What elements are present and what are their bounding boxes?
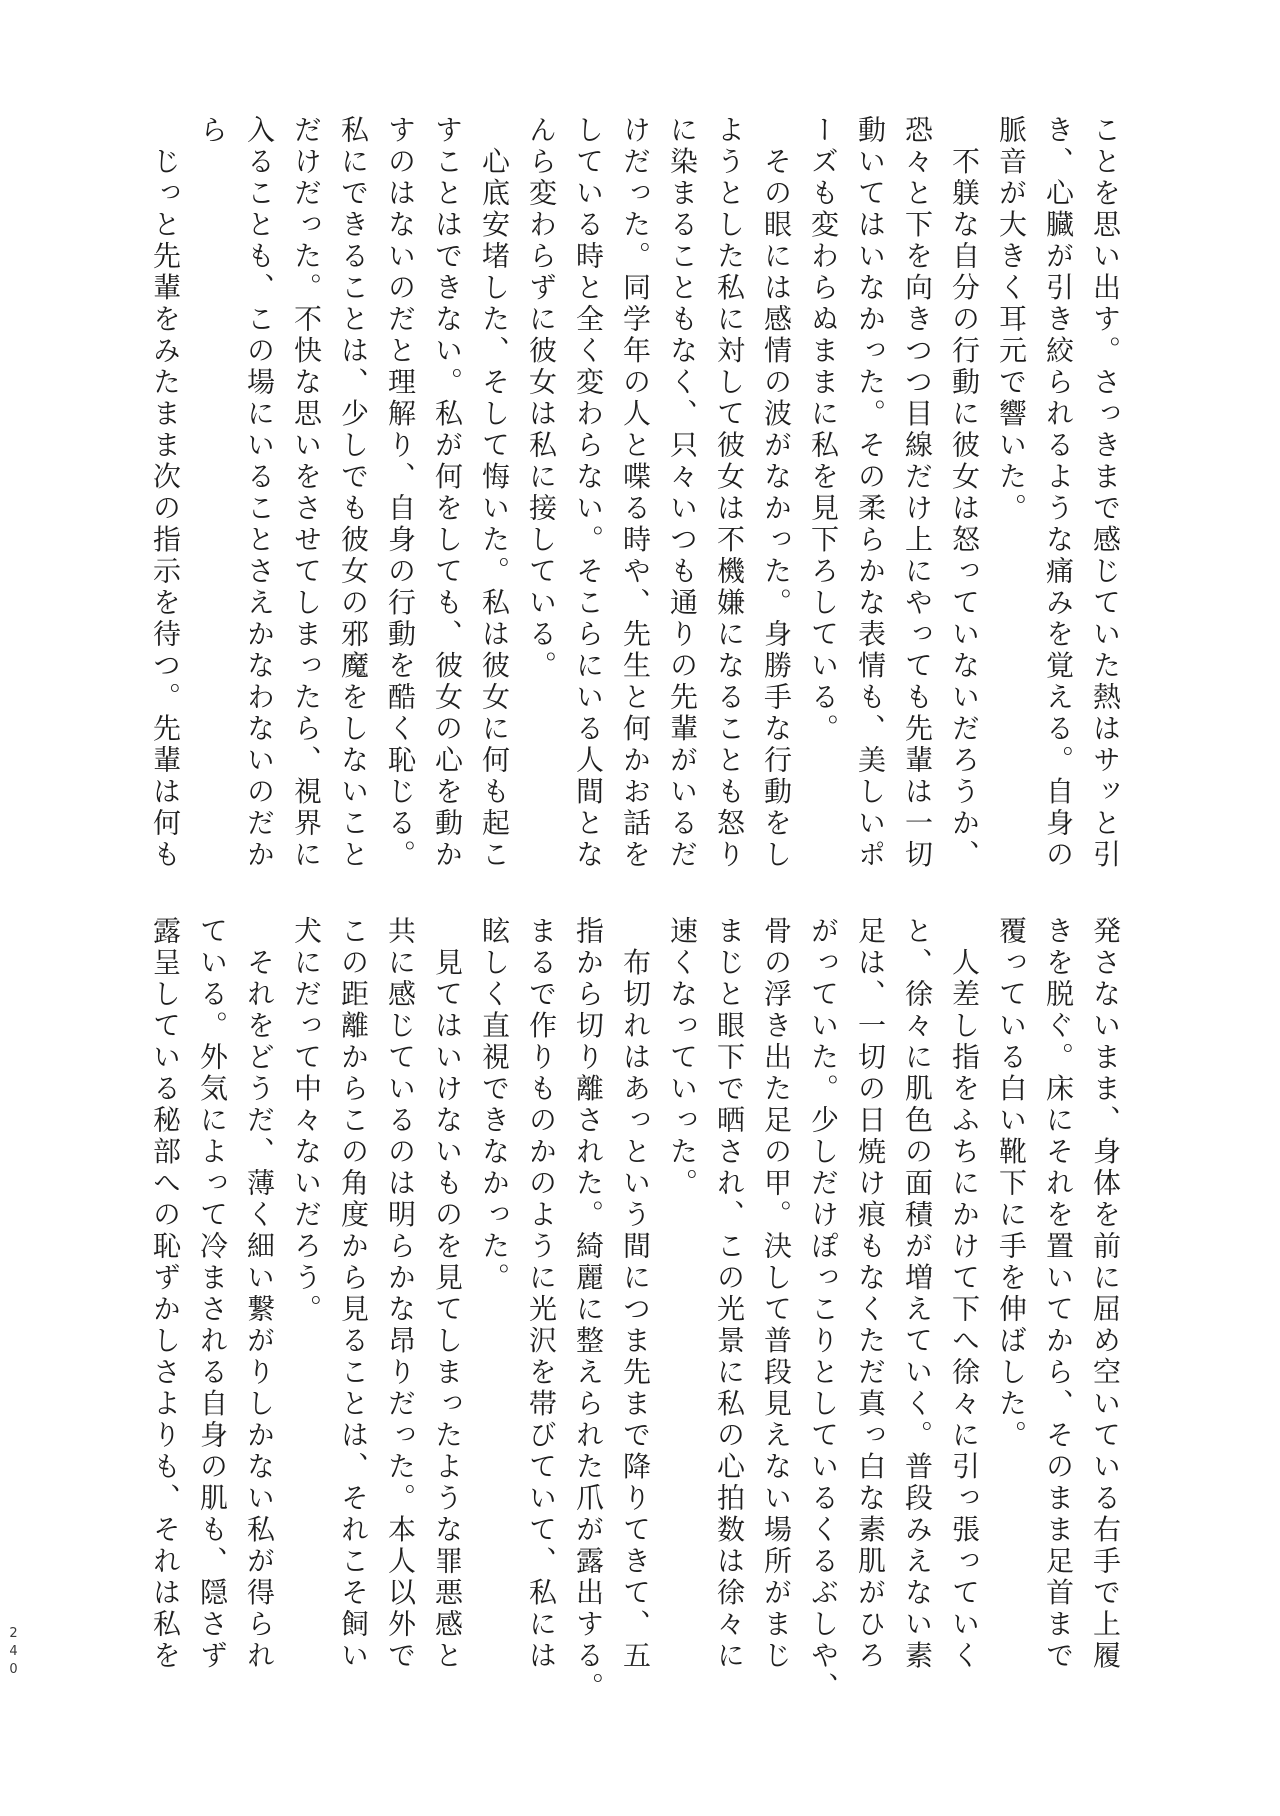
text-column: 動いてはいなかった。その柔らかな表情も、美しいポ	[854, 115, 885, 871]
text-column: 脈音が大きく耳元で響いた。	[995, 115, 1026, 525]
text-column: 露呈している秘部への恥ずかしさよりも、それは私を	[149, 916, 180, 1672]
text-column: 眩しく直視できなかった。	[478, 916, 509, 1294]
text-block-top	[141, 115, 1128, 885]
text-column: んら変わらずに彼女は私に接している。	[525, 115, 556, 682]
text-column: 発さないまま、身体を前に屈め空いている右手で上履	[1089, 916, 1120, 1672]
text-column: 恐々と下を向きつつ目線だけ上にやっても先輩は一切	[901, 115, 932, 871]
text-column: けだった。同学年の人と喋る時や、先生と何かお話を	[619, 115, 650, 871]
text-column: きを脱ぐ。床にそれを置いてから、そのまま足首まで	[1042, 916, 1073, 1672]
text-column: じっと先輩をみたまま次の指示を待つ。先輩は何も	[149, 115, 180, 871]
text-column: 犬にだって中々ないだろう。	[290, 916, 321, 1326]
text-column: 見てはいけないものを見てしまったような罪悪感と	[431, 916, 462, 1672]
text-column: 不躾な自分の行動に彼女は怒っていないだろうか、	[948, 115, 979, 871]
text-column: ーズも変わらぬままに私を見下ろしている。	[807, 115, 838, 745]
text-column: き、心臓が引き絞られるような痛みを覚える。自身の	[1042, 115, 1073, 871]
text-column: すことはできない。私が何をしても、彼女の心を動か	[431, 115, 462, 871]
text-column: それをどうだ、薄く細い繋がりしかない私が得られ	[243, 916, 274, 1672]
text-column: 布切れはあっという間につま先まで降りてきて、五	[619, 916, 650, 1672]
text-column: ら	[196, 115, 227, 147]
text-column: その眼には感情の波がなかった。身勝手な行動をし	[760, 115, 791, 871]
text-column: 覆っている白い靴下に手を伸ばした。	[995, 916, 1026, 1452]
text-column: と、徐々に肌色の面積が増えていく。普段みえない素	[901, 916, 932, 1672]
text-column: 骨の浮き出た足の甲。決して普段見えない場所がまじ	[760, 916, 791, 1672]
text-column: だけだった。不快な思いをさせてしまったら、視界に	[290, 115, 321, 871]
text-column: 足は、一切の日焼け痕もなくただ真っ白な素肌がひろ	[854, 916, 885, 1672]
text-column: 速くなっていった。	[666, 916, 697, 1200]
text-column: まるで作りものかのように光沢を帯びていて、私には	[525, 916, 556, 1672]
text-column: 指から切り離された。綺麗に整えられた爪が露出する。	[572, 916, 603, 1704]
text-block-bottom	[141, 916, 1128, 1704]
text-column: 私にできることは、少しでも彼女の邪魔をしないこと	[337, 115, 368, 871]
text-column: 心底安堵した、そして悔いた。私は彼女に何も起こ	[478, 115, 509, 871]
text-column: 入ることも、この場にいることさえかなわないのだか	[243, 115, 274, 871]
text-column: している時と全く変わらない。そこらにいる人間とな	[572, 115, 603, 871]
text-column: まじと眼下で晒され、この光景に私の心拍数は徐々に	[713, 916, 744, 1672]
text-column: に染まることもなく、只々いつも通りの先輩がいるだ	[666, 115, 697, 871]
text-column: ことを思い出す。さっきまで感じていた熱はサッと引	[1089, 115, 1120, 871]
text-column: 共に感じているのは明らかな昂りだった。本人以外で	[384, 916, 415, 1672]
text-column: ている。外気によって冷まされる自身の肌も、隠さず	[196, 916, 227, 1672]
text-column: がっていた。少しだけぽっこりとしているくるぶしや、	[807, 916, 838, 1704]
text-column: すのはないのだと理解り、自身の行動を酷く恥じる。	[384, 115, 415, 871]
text-column: ようとした私に対して彼女は不機嫌になることも怒り	[713, 115, 744, 871]
text-column: 人差し指をふちにかけて下へ徐々に引っ張っていく	[948, 916, 979, 1672]
page-number: 240	[6, 1626, 21, 1680]
text-column: この距離からこの角度から見ることは、それこそ飼い	[337, 916, 368, 1672]
